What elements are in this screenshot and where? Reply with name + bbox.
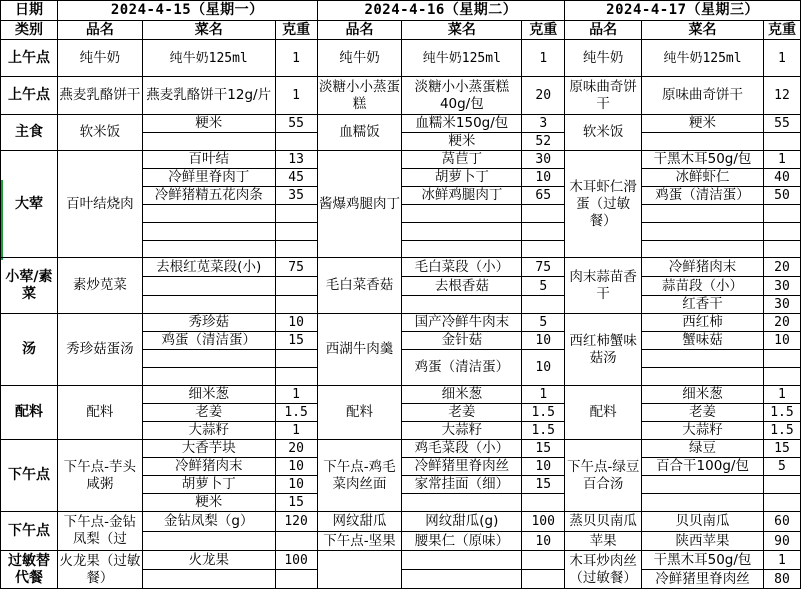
weight-cell xyxy=(275,296,317,314)
dish-header: 品名 xyxy=(565,21,642,40)
ingredient-cell: 冷鲜里脊肉丁 xyxy=(142,169,275,187)
weight-cell xyxy=(522,205,565,223)
weight-cell: 10 xyxy=(275,314,317,332)
weight-header: 克重 xyxy=(763,21,800,40)
ingredient-cell: 燕麦乳酪饼干12g/片 xyxy=(142,77,275,115)
ingredient-cell: 百叶结 xyxy=(142,151,275,169)
ingredient-cell xyxy=(402,551,522,570)
dish-cell: 百叶结烧肉 xyxy=(57,151,142,258)
ingredient-cell: 原味曲奇饼干 xyxy=(642,77,764,115)
weight-cell: 30 xyxy=(522,151,565,169)
ingredient-cell xyxy=(142,570,275,589)
dish-cell: 火龙果（过敏餐） xyxy=(57,551,142,589)
weight-cell: 1 xyxy=(763,40,800,77)
weight-cell: 1 xyxy=(763,386,800,404)
weight-cell: 90 xyxy=(763,532,800,551)
ingredient-cell xyxy=(402,494,522,512)
weight-cell: 75 xyxy=(522,258,565,277)
dish-cell: 酱爆鸡腿肉丁 xyxy=(317,151,402,258)
ingredient-cell xyxy=(642,223,764,241)
weight-cell: 5 xyxy=(522,277,565,296)
weight-cell xyxy=(763,368,800,386)
weight-cell: 100 xyxy=(522,512,565,532)
weight-cell: 50 xyxy=(763,187,800,205)
dish-cell: 网纹甜瓜 xyxy=(317,512,402,532)
ingredient-cell: 腰果仁（原味） xyxy=(402,532,522,551)
ingredient-cell xyxy=(142,241,275,258)
weight-cell: 20 xyxy=(763,314,800,332)
category-small: 小荤/素菜 xyxy=(1,258,58,314)
ingredient-cell: 大蒜籽 xyxy=(142,422,275,440)
ingredient-cell: 老姜 xyxy=(402,404,522,422)
ingredient-cell: 细米葱 xyxy=(142,386,275,404)
ingredient-cell: 鸡蛋（清洁蛋） xyxy=(402,350,522,386)
weight-cell: 10 xyxy=(275,458,317,476)
dish-header: 品名 xyxy=(57,21,142,40)
weight-cell xyxy=(275,241,317,258)
weight-cell xyxy=(522,241,565,258)
weight-cell: 1.5 xyxy=(763,404,800,422)
ingredient-cell: 国产冷鲜牛肉末 xyxy=(402,314,522,332)
weight-cell xyxy=(275,368,317,386)
ingredient-cell: 金钻凤梨（g） xyxy=(142,512,275,532)
weight-cell xyxy=(763,476,800,494)
weight-cell: 15 xyxy=(763,440,800,458)
weight-cell: 15 xyxy=(275,332,317,350)
ingredient-cell: 粳米 xyxy=(142,115,275,133)
ingredient-cell xyxy=(402,223,522,241)
dish-cell: 下午点-绿豆百合汤 xyxy=(565,440,642,512)
weight-cell: 120 xyxy=(275,512,317,532)
weight-cell: 10 xyxy=(522,169,565,187)
weight-cell xyxy=(522,551,565,570)
weight-cell: 1 xyxy=(275,422,317,440)
weight-cell xyxy=(275,532,317,551)
dish-cell: 燕麦乳酪饼干 xyxy=(57,77,142,115)
dish-cell: 毛白菜香菇 xyxy=(317,258,402,314)
ingredient-cell xyxy=(642,205,764,223)
ingredient-cell: 家常挂面（细） xyxy=(402,476,522,494)
ingredient-cell: 去根红苋菜段(小) xyxy=(142,258,275,277)
ingredient-cell xyxy=(402,205,522,223)
dish-cell: 肉末蒜苗香干 xyxy=(565,258,642,314)
category-allergy: 过敏替代餐 xyxy=(1,551,58,589)
dish-cell: 秀珍菇蛋汤 xyxy=(57,314,142,386)
ingredient-cell: 细米葱 xyxy=(402,386,522,404)
dish-cell: 血糯饭 xyxy=(317,115,402,151)
ingredient-header: 菜名 xyxy=(642,21,764,40)
weight-cell xyxy=(763,205,800,223)
weight-cell: 80 xyxy=(763,570,800,589)
ingredient-cell: 大蒜籽 xyxy=(642,422,764,440)
dish-cell: 纯牛奶 xyxy=(57,40,142,77)
weight-cell: 1 xyxy=(275,77,317,115)
ingredient-cell: 干黑木耳50g/包 xyxy=(642,151,764,169)
weight-cell: 1.5 xyxy=(522,404,565,422)
ingredient-cell: 网纹甜瓜(g) xyxy=(402,512,522,532)
weight-cell: 13 xyxy=(275,151,317,169)
ingredient-cell: 贝贝南瓜 xyxy=(642,512,764,532)
ingredient-cell: 火龙果 xyxy=(142,551,275,570)
ingredient-cell: 红香干 xyxy=(642,296,764,314)
weight-cell: 10 xyxy=(275,476,317,494)
dish-cell: 素炒苋菜 xyxy=(57,258,142,314)
ingredient-cell: 冰鲜鸡腿肉丁 xyxy=(402,187,522,205)
dish-cell: 苹果 xyxy=(565,532,642,551)
ingredient-cell: 胡萝卜丁 xyxy=(402,169,522,187)
ingredient-cell: 百合干100g/包 xyxy=(642,458,764,476)
category-label: 类别 xyxy=(1,21,58,40)
ingredient-cell: 冷鲜猪精五花肉条 xyxy=(142,187,275,205)
weight-cell xyxy=(522,570,565,589)
ingredient-cell: 粳米 xyxy=(642,115,764,133)
weight-cell: 20 xyxy=(522,77,565,115)
weight-cell: 30 xyxy=(763,296,800,314)
weight-cell: 15 xyxy=(522,476,565,494)
ingredient-cell: 粳米 xyxy=(142,494,275,512)
ingredient-cell: 血糯米150g/包 xyxy=(402,115,522,133)
weight-cell xyxy=(522,296,565,314)
weight-cell: 1 xyxy=(522,40,565,77)
weight-cell xyxy=(763,133,800,151)
ingredient-cell: 绿豆 xyxy=(642,440,764,458)
weight-cell xyxy=(763,241,800,258)
ingredient-cell xyxy=(142,368,275,386)
date-day-1: 2024-4-15（星期一） xyxy=(57,1,317,21)
weight-cell: 100 xyxy=(275,551,317,570)
ingredient-cell xyxy=(142,223,275,241)
dish-cell: 纯牛奶 xyxy=(565,40,642,77)
ingredient-cell: 陕西苹果 xyxy=(642,532,764,551)
weight-cell: 35 xyxy=(275,187,317,205)
weight-cell: 65 xyxy=(522,187,565,205)
dish-cell: 西湖牛肉羹 xyxy=(317,314,402,386)
ingredient-cell xyxy=(642,133,764,151)
weight-cell: 1 xyxy=(763,151,800,169)
weight-header: 克重 xyxy=(522,21,565,40)
ingredient-cell: 干黑木耳50g/包 xyxy=(642,551,764,570)
ingredient-cell xyxy=(642,476,764,494)
date-day-2: 2024-4-16（星期二） xyxy=(317,1,565,21)
ingredient-cell xyxy=(142,277,275,296)
ingredient-cell: 粳米 xyxy=(402,133,522,151)
weight-cell xyxy=(275,277,317,296)
weight-cell xyxy=(275,133,317,151)
dish-cell: 配料 xyxy=(317,386,402,440)
ingredient-cell: 冷鲜猪里脊肉丝 xyxy=(642,570,764,589)
date-label: 日期 xyxy=(1,1,58,21)
weight-cell: 1 xyxy=(522,386,565,404)
weight-cell xyxy=(275,570,317,589)
ingredient-cell: 冰鲜虾仁 xyxy=(642,169,764,187)
ingredient-cell xyxy=(642,350,764,368)
ingredient-cell: 鸡毛菜段（小） xyxy=(402,440,522,458)
dish-header: 品名 xyxy=(317,21,402,40)
weight-cell: 1.5 xyxy=(522,422,565,440)
ingredient-cell: 纯牛奶125ml xyxy=(642,40,764,77)
category-morning: 上午点 xyxy=(1,40,58,77)
ingredient-cell: 大蒜籽 xyxy=(402,422,522,440)
category-morning-2: 上午点 xyxy=(1,77,58,115)
weight-cell: 10 xyxy=(522,350,565,386)
dish-cell: 西红柿蟹味菇汤 xyxy=(565,314,642,386)
weight-cell xyxy=(275,205,317,223)
weight-header: 克重 xyxy=(275,21,317,40)
weight-cell: 1 xyxy=(763,551,800,570)
weight-cell xyxy=(275,350,317,368)
ingredient-header: 菜名 xyxy=(142,21,275,40)
ingredient-cell: 冷鲜猪里脊肉丝 xyxy=(402,458,522,476)
ingredient-cell: 金针菇 xyxy=(402,332,522,350)
ingredient-cell: 纯牛奶125ml xyxy=(142,40,275,77)
ingredient-cell xyxy=(142,350,275,368)
weight-cell xyxy=(275,223,317,241)
dish-cell: 淡糖小小蒸蛋糕 xyxy=(317,77,402,115)
ingredient-cell: 蟹味菇 xyxy=(642,332,764,350)
ingredient-cell xyxy=(402,241,522,258)
weight-cell: 3 xyxy=(522,115,565,133)
ingredient-cell: 大香芋块 xyxy=(142,440,275,458)
ingredient-cell xyxy=(142,133,275,151)
weight-cell: 52 xyxy=(522,133,565,151)
ingredient-cell: 鸡蛋（清洁蛋） xyxy=(642,187,764,205)
date-day-3: 2024-4-17（星期三） xyxy=(565,1,801,21)
dish-cell: 纯牛奶 xyxy=(317,40,402,77)
ingredient-cell xyxy=(142,532,275,551)
ingredient-cell: 蒜苗段（小） xyxy=(642,277,764,296)
ingredient-cell xyxy=(402,570,522,589)
dish-cell: 配料 xyxy=(57,386,142,440)
dish-cell: 软米饭 xyxy=(57,115,142,151)
weight-cell: 15 xyxy=(522,440,565,458)
dish-cell xyxy=(317,551,402,589)
weight-cell: 75 xyxy=(275,258,317,277)
ingredient-cell: 莴苣丁 xyxy=(402,151,522,169)
ingredient-cell: 鸡蛋（清洁蛋） xyxy=(142,332,275,350)
weight-cell: 5 xyxy=(522,314,565,332)
dish-cell: 木耳炒肉丝（过敏餐） xyxy=(565,551,642,589)
weight-cell: 55 xyxy=(275,115,317,133)
ingredient-cell xyxy=(642,368,764,386)
dish-cell: 原味曲奇饼干 xyxy=(565,77,642,115)
weight-cell: 45 xyxy=(275,169,317,187)
weight-cell: 55 xyxy=(763,115,800,133)
ingredient-cell: 老姜 xyxy=(142,404,275,422)
ingredient-cell xyxy=(642,494,764,512)
weight-cell xyxy=(522,223,565,241)
dish-cell: 下午点-鸡毛菜肉丝面 xyxy=(317,440,402,512)
weight-cell xyxy=(522,494,565,512)
weight-cell: 20 xyxy=(275,440,317,458)
weight-cell: 15 xyxy=(275,494,317,512)
ingredient-cell: 去根香菇 xyxy=(402,277,522,296)
category-afternoon: 下午点 xyxy=(1,440,58,512)
ingredient-header: 菜名 xyxy=(402,21,522,40)
weight-cell xyxy=(763,494,800,512)
dish-cell: 下午点-芋头咸粥 xyxy=(57,440,142,512)
weight-cell: 30 xyxy=(763,277,800,296)
weight-cell: 20 xyxy=(763,258,800,277)
dish-cell: 软米饭 xyxy=(565,115,642,151)
weight-cell: 60 xyxy=(763,512,800,532)
weight-cell: 1.5 xyxy=(763,422,800,440)
dish-cell: 下午点-坚果 xyxy=(317,532,402,551)
category-staple: 主食 xyxy=(1,115,58,151)
weight-cell xyxy=(763,350,800,368)
weight-cell: 12 xyxy=(763,77,800,115)
ingredient-cell: 秀珍菇 xyxy=(142,314,275,332)
ingredient-cell: 细米葱 xyxy=(642,386,764,404)
weight-cell: 5 xyxy=(763,458,800,476)
ingredient-cell: 冷鲜猪肉末 xyxy=(142,458,275,476)
weight-cell: 10 xyxy=(522,532,565,551)
weight-cell: 1.5 xyxy=(275,404,317,422)
weight-cell xyxy=(763,223,800,241)
weight-cell: 10 xyxy=(522,332,565,350)
ingredient-cell: 毛白菜段（小） xyxy=(402,258,522,277)
weight-cell: 10 xyxy=(522,458,565,476)
ingredient-cell xyxy=(402,296,522,314)
category-afternoon-2: 下午点 xyxy=(1,512,58,551)
dish-cell: 下午点-金钻凤梨（过 xyxy=(57,512,142,551)
weight-cell: 1 xyxy=(275,386,317,404)
ingredient-cell: 老姜 xyxy=(642,404,764,422)
ingredient-cell: 冷鲜猪肉末 xyxy=(642,258,764,277)
dish-cell: 配料 xyxy=(565,386,642,440)
ingredient-cell: 胡萝卜丁 xyxy=(142,476,275,494)
ingredient-cell xyxy=(142,296,275,314)
ingredient-cell xyxy=(142,205,275,223)
category-meat: 大荤 xyxy=(1,151,58,258)
ingredient-cell xyxy=(642,241,764,258)
ingredient-cell: 西红柿 xyxy=(642,314,764,332)
category-seasoning: 配料 xyxy=(1,386,58,440)
dish-cell: 蒸贝贝南瓜 xyxy=(565,512,642,532)
weight-cell: 40 xyxy=(763,169,800,187)
dish-cell: 木耳虾仁滑蛋（过敏餐） xyxy=(565,151,642,258)
ingredient-cell: 淡糖小小蒸蛋糕40g/包 xyxy=(402,77,522,115)
weight-cell: 10 xyxy=(763,332,800,350)
ingredient-cell: 纯牛奶125ml xyxy=(402,40,522,77)
weight-cell: 1 xyxy=(275,40,317,77)
category-soup: 汤 xyxy=(1,314,58,386)
